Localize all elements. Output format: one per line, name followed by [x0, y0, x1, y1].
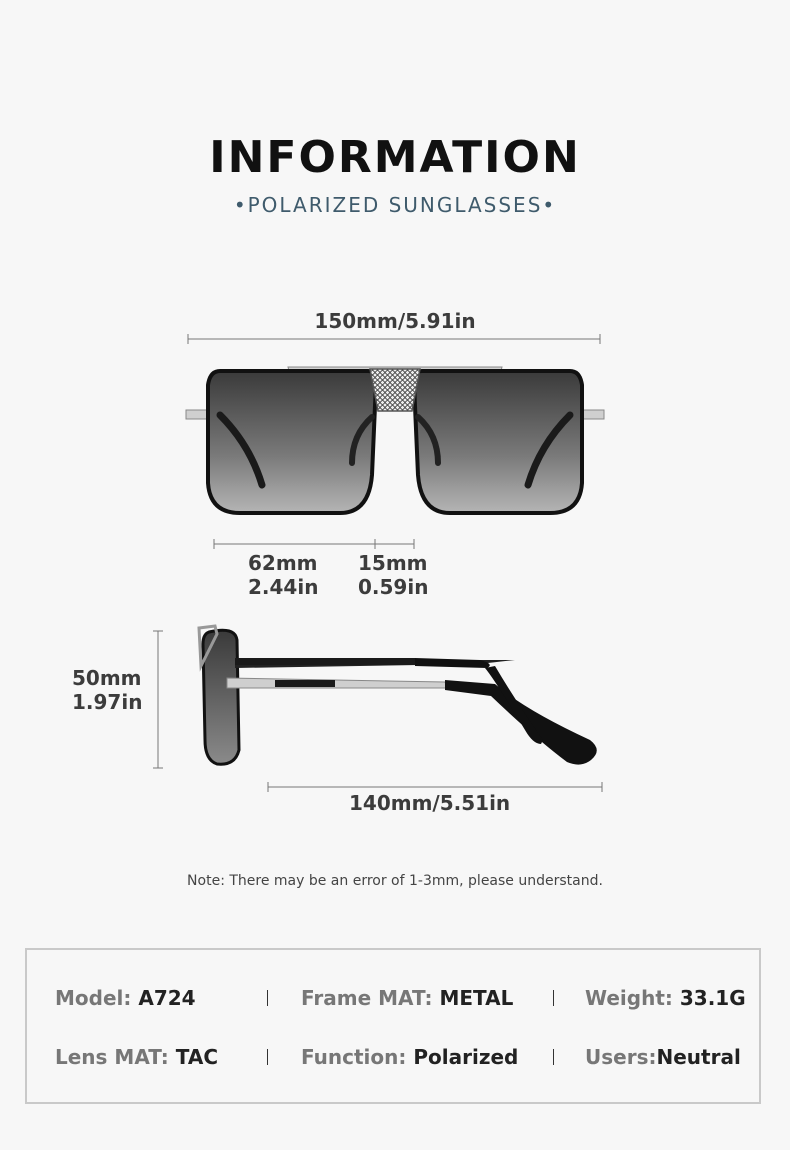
temple-length-label: 140mm/5.51in [349, 791, 511, 815]
spec-weight [585, 986, 746, 1010]
spec-separator [267, 990, 268, 1006]
bridge-in: 0.59in [358, 575, 429, 599]
spec-weight-value: 33.1G [679, 986, 746, 1010]
glasses-side-view [195, 620, 610, 775]
page-title: INFORMATION [209, 132, 581, 183]
lens-height-in: 1.97in [72, 690, 143, 714]
measurement-note: Note: There may be an error of 1-3mm, please understand. [187, 873, 603, 889]
lens-width-mm: 62mm [248, 551, 318, 575]
page-subtitle: •POLARIZED SUNGLASSES• [233, 193, 557, 217]
spec-model-label: Model: [55, 986, 132, 1010]
spec-frame [301, 986, 513, 1010]
spec-separator [553, 990, 554, 1006]
spec-frame-label: Frame MAT: [301, 986, 433, 1010]
spec-users [585, 1045, 741, 1069]
spec-model [55, 986, 196, 1010]
spec-function-label: Function: [301, 1045, 407, 1069]
spec-separator [553, 1049, 554, 1065]
spec-frame-value: METAL [439, 986, 514, 1010]
spec-function-value: Polarized [413, 1045, 519, 1069]
bridge-mm: 15mm [358, 551, 428, 575]
specs-table [25, 948, 761, 1104]
lens-width-in: 2.44in [248, 575, 319, 599]
spec-lens-value: TAC [175, 1045, 219, 1069]
spec-lens-label: Lens MAT: [55, 1045, 169, 1069]
spec-users-value: Neutral [656, 1045, 741, 1069]
spec-model-value: A724 [138, 986, 196, 1010]
spec-lens [55, 1045, 218, 1069]
spec-separator [267, 1049, 268, 1065]
spec-function [301, 1045, 518, 1069]
spec-weight-label: Weight: [585, 986, 673, 1010]
lens-height-mm: 50mm [72, 666, 142, 690]
spec-users-label: Users: [585, 1045, 657, 1069]
total-width-label: 150mm/5.91in [314, 309, 476, 333]
